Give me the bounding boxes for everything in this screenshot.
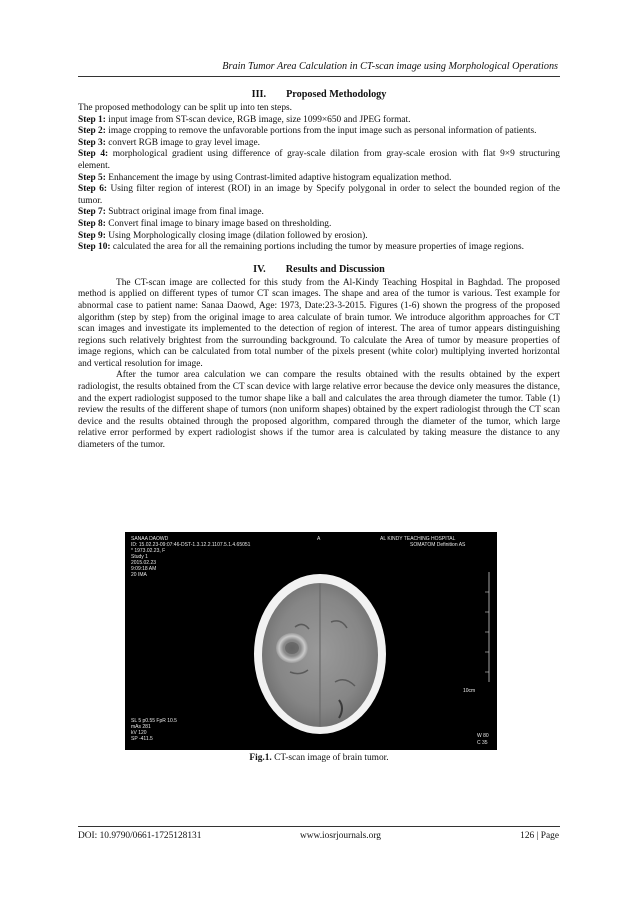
step-text: input image from ST-scan device, RGB image, size 1099×650 and JPEG format. (105, 114, 411, 125)
birth-date: * 1973.02.23, F (131, 548, 166, 554)
footer-rule (78, 826, 560, 827)
scanner-model: SOMATOM Definition AS (410, 542, 466, 548)
figure-caption (78, 753, 560, 763)
step-label: Step 3: (78, 137, 106, 148)
step-text: Enhancement the image by using Contrast-limited adaptive histogram equalization method. (105, 172, 452, 183)
study-number: Study 1 (131, 554, 148, 560)
section-title: Results and Discussion (285, 263, 385, 275)
step-item (78, 115, 560, 127)
step-item (78, 126, 560, 138)
kv-value: kV 120 (131, 730, 147, 736)
step-label: Step 2: (78, 126, 106, 137)
caption-label: Fig.1. (249, 753, 272, 763)
section-number: IV. (253, 263, 266, 275)
slice-info: SL 5 p0.55 FpR 10.5 (131, 718, 177, 724)
step-item (78, 184, 560, 207)
scan-id: ID: 15.02.23-09:07:46-DST-1.3.12.2.1107.5.1.4.65051 (131, 542, 251, 548)
sp-value: SP -411.5 (131, 736, 153, 742)
section-number: III. (251, 89, 267, 100)
study-date: 2015.02.23 (131, 560, 157, 566)
step-text: image cropping to remove the unfavorable portions from the input image such as personal information of patients. (105, 126, 537, 137)
step-label: Step 7: (78, 207, 106, 218)
step-item (78, 173, 560, 185)
step-label: Step 10: (78, 242, 111, 253)
step-item (78, 207, 560, 219)
mas-value: mAs 281 (131, 724, 151, 730)
orientation-marker: A (317, 536, 321, 542)
results-paragraph: The CT-scan image are collected for this study from the Al-Kindy Teaching Hospital in Baghdad. The proposed method is applied on different types of tumor CT scan images. The shape and area of the tumor is various. Test example for abnormal case to patient name: Sanaa Daowd, Age: 1973, Date:23-3-2015. Figures (1-6) shown the progress of the proposed algorithm (step by step) from the original image to area calculate of brain tumor. We introduce algorithm approaches for CT scan images and investigate its implemented to the detection of region of interest. The area of tumor appears distinguishing regions such relatively brightest from the surrounding background. To calculate the Area of tumor by measure properties of image regions, which can be calculated from total number of the pixels present (white color) multiplying inverted horizontal and vertical resolution for image. (78, 277, 560, 369)
step-label: Step 8: (78, 218, 106, 229)
window-width: W 80 (477, 733, 489, 739)
step-text: Subtract original image from final image. (105, 207, 264, 218)
image-number: 20 IMA (131, 572, 147, 578)
header-rule (78, 76, 560, 77)
section-heading-results (78, 263, 560, 276)
step-text: Convert final image to binary image based on thresholding. (105, 218, 332, 229)
step-text: calculated the area for all the remaining portions including the tumor by measure properties of image regions. (110, 242, 524, 253)
methodology-intro: The proposed methodology can be split up into ten steps. (78, 103, 293, 113)
caption-text: CT-scan image of brain tumor. (271, 753, 389, 763)
step-text: morphological gradient using difference of gray-scale dilation from gray-scale erosion with flat 9×9 structuring element. (78, 149, 560, 171)
hospital-name: AL KINDY TEACHING HOSPITAL (380, 536, 456, 542)
ct-scan-figure (125, 532, 497, 750)
step-label: Step 6: (78, 184, 108, 195)
ct-scan-image (125, 532, 497, 750)
step-item (78, 138, 560, 150)
footer-doi: DOI: 10.9790/0661-1725128131 (78, 831, 202, 841)
step-text: Using Morphologically closing image (dilation followed by erosion). (105, 230, 368, 241)
section-title: Proposed Methodology (286, 89, 387, 100)
step-label: Step 4: (78, 149, 109, 160)
patient-name: SANAA DAOWD (131, 536, 169, 542)
step-label: Step 5: (78, 172, 106, 183)
footer-website: www.iosrjournals.org (300, 831, 381, 841)
window-center: C 35 (477, 740, 488, 746)
results-paragraph: After the tumor area calculation we can compare the results obtained with the results obtained by the expert radiologist, the results obtained from the CT scan device with large relative error because the device only measures the distance, and the expert radiologist supposed to the tumor shape like a ball and calculates the area through diameter the tumor. Table (1) review the results of the different shape of tumors (non uniform shapes) obtained by the expert radiologist through the CT scan device and the results obtained through the proposed algorithm, compared through the diameter of the tumor, which large relative error performed by expert radiologist shows if the tumor area is calculated by taking measure the distance to any diameters of the tumor. (78, 370, 560, 451)
running-header: Brain Tumor Area Calculation in CT-scan image using Morphological Operations (222, 61, 558, 72)
step-item (78, 231, 560, 243)
page-body (78, 88, 560, 452)
scale-label: 10cm (463, 688, 476, 694)
step-text: Using filter region of interest (ROI) in an image by Specify polygonal in order to select the bounded region of the tumor. (78, 184, 560, 206)
step-item (78, 242, 560, 254)
study-time: 9:09:18 AM (131, 566, 157, 572)
step-label: Step 1: (78, 114, 106, 125)
footer-page-number: 126 | Page (520, 831, 559, 841)
step-text: convert RGB image to gray level image. (105, 137, 260, 148)
section-heading-methodology (78, 88, 560, 101)
step-item (78, 149, 560, 172)
step-item (78, 219, 560, 231)
step-label: Step 9: (78, 230, 106, 241)
